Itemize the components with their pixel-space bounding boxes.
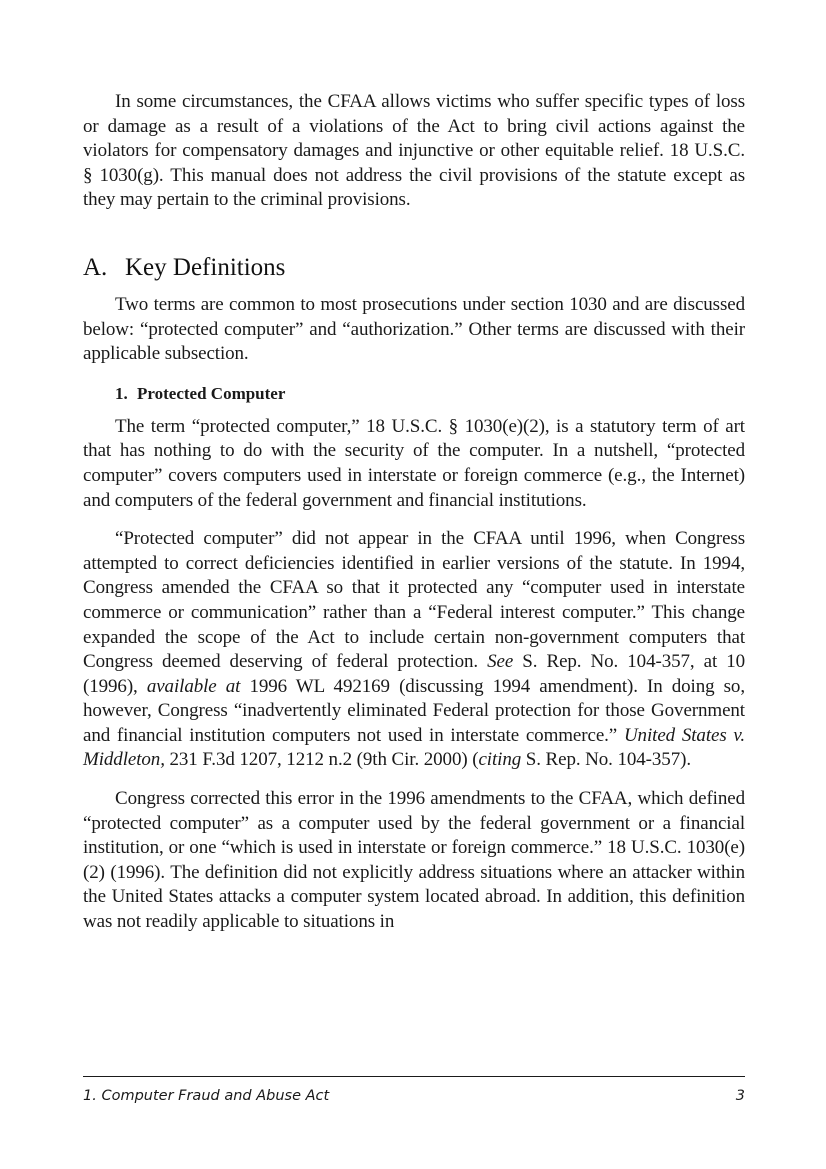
definition-paragraph: The term “protected computer,” 18 U.S.C. § 1030(e)(2), is a statutory term of art that has nothing to do with the security of the computer. In a nutshell, “protected computer” covers computers used in interstate or foreign commerce (e.g., the Internet) and computers of the federal government and financial institutions. xyxy=(83,415,745,511)
document-page xyxy=(83,90,745,935)
history-paragraph: “Protected computer” did not appear in the CFAA until 1996, when Congress attempted to correct deficiencies identified in earlier versions of the statute. In 1994, Congress amended the CFAA so that it protected any “computer used in interstate commerce or communication” rather than a “Federal interest computer.” This change expanded the scope of the Act to include certain non-government computers that Congress deemed deserving of federal protection. See S. Rep. No. 104-357, at 10 (1996), available at 1996 WL 492169 (discussing 1994 amendment). In doing so, however, Congress “inadvertently eliminated Federal protection for those Government and financial institution computers not used in interstate commerce.” United States v. Middleton, 231 F.3d 1207, 1212 n.2 (9th Cir. 2000) (citing S. Rep. No. 104-357). xyxy=(83,528,746,771)
subsection-heading xyxy=(115,383,745,405)
footer-chapter-title: 1. Computer Fraud and Abuse Act xyxy=(83,1088,330,1104)
footer-divider xyxy=(83,1076,745,1077)
page-number: 3 xyxy=(735,1088,745,1104)
section-heading xyxy=(83,253,745,283)
amendment-paragraph: Congress corrected this error in the 1996 amendments to the CFAA, which defined “protected computer” as a computer used by the federal government or a financial institution, or one “which is used in interstate or foreign commerce.” 18 U.S.C. 1030(e)(2) (1996). The definition did not explicitly address situations where an attacker within the United States attacks a computer system located abroad. In addition, this definition was not readily applicable to situations in xyxy=(83,788,745,933)
section-number: A. xyxy=(83,253,108,281)
intro-paragraph: In some circumstances, the CFAA allows victims who suffer specific types of loss or damage as a result of a violations of the Act to bring civil actions against the violators for compensatory damages and injunctive or other equitable relief. 18 U.S.C. § 1030(g). This manual does not address the civil provisions of the statute except as they may pertain to the criminal provisions. xyxy=(83,91,745,211)
subsection-title: Protected Computer xyxy=(137,383,286,403)
case-name: United States v. Middleton, xyxy=(83,724,745,771)
signal-available-at: available at xyxy=(146,675,241,697)
section-title: Key Definitions xyxy=(125,253,286,281)
signal-citing: citing xyxy=(478,749,522,771)
page-footer xyxy=(83,1088,745,1104)
subsection-number: 1. xyxy=(115,383,128,403)
signal-see: See xyxy=(487,651,514,673)
section-intro-paragraph: Two terms are common to most prosecutions under section 1030 and are discussed below: “protected computer” and “authorization.” Other terms are discussed with their applicable subsection. xyxy=(83,293,745,365)
